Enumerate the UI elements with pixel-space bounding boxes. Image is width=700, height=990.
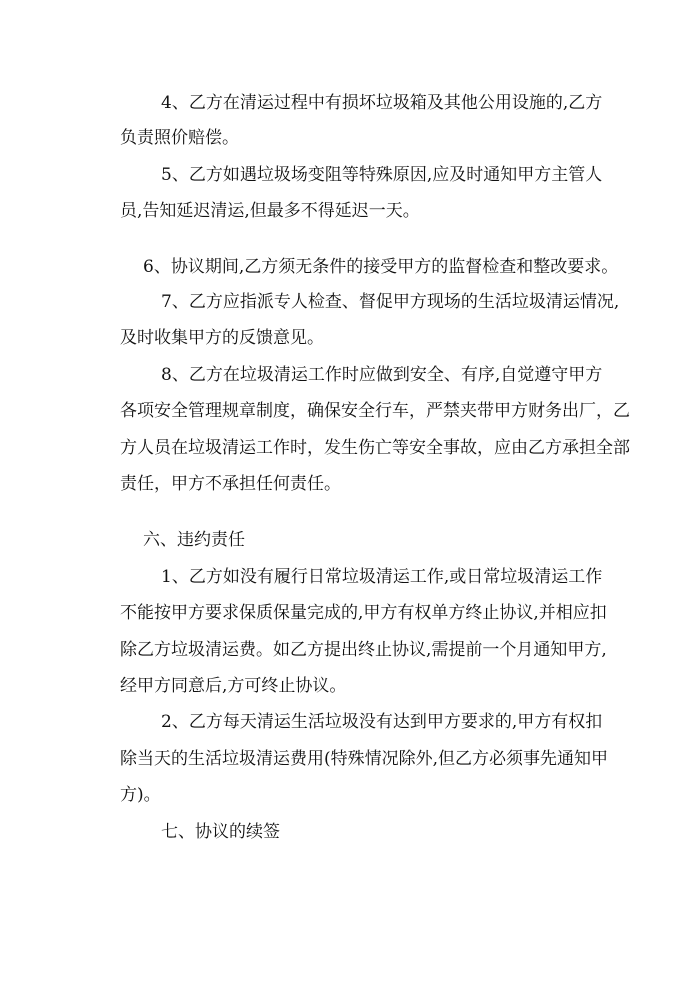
breach-clause-2-line-1: 2、乙方每天清运生活垃圾没有达到甲方要求的,甲方有权扣 [161, 712, 603, 732]
breach-clause-1-line-2: 不能按甲方要求保质保量完成的,甲方有权单方终止协议,并相应扣 [120, 603, 607, 623]
section-7-heading: 七、协议的续签 [161, 822, 280, 842]
breach-clause-1-line-3: 除乙方垃圾清运费。如乙方提出终止协议,需提前一个月通知甲方, [120, 640, 607, 660]
clause-7-line-1: 7、乙方应指派专人检查、督促甲方现场的生活垃圾清运情况, [161, 292, 620, 312]
clause-5-line-1: 5、乙方如遇垃圾场变阻等特殊原因,应及时通知甲方主管人 [161, 165, 603, 185]
clause-8-line-4: 责任，甲方不承担任何责任。 [120, 474, 341, 494]
clause-5-line-2: 员,告知延迟清运,但最多不得延迟一天。 [120, 201, 420, 221]
clause-8-line-1: 8、乙方在垃圾清运工作时应做到安全、有序,自觉遵守甲方 [161, 365, 603, 385]
section-6-heading: 六、违约责任 [143, 530, 245, 550]
clause-6-line-1: 6、协议期间,乙方须无条件的接受甲方的监督检查和整改要求。 [143, 257, 619, 277]
breach-clause-1-line-1: 1、乙方如没有履行日常垃圾清运工作,或日常垃圾清运工作 [161, 567, 603, 587]
clause-7-line-2: 及时收集甲方的反馈意见。 [120, 328, 324, 348]
breach-clause-2-line-2: 除当天的生活垃圾清运费用(特殊情况除外,但乙方必须事先通知甲 [120, 749, 609, 769]
clause-8-line-3: 方人员在垃圾清运工作时，发生伤亡等安全事故，应由乙方承担全部 [120, 438, 630, 458]
clause-4-line-1: 4、乙方在清运过程中有损坏垃圾箱及其他公用设施的,乙方 [161, 93, 603, 113]
breach-clause-1-line-4: 经甲方同意后,方可终止协议。 [120, 676, 347, 696]
clause-8-line-2: 各项安全管理规章制度，确保安全行车，严禁夹带甲方财务出厂，乙 [120, 401, 630, 421]
clause-4-line-2: 负责照价赔偿。 [120, 128, 239, 148]
breach-clause-2-line-3: 方)。 [120, 785, 161, 805]
